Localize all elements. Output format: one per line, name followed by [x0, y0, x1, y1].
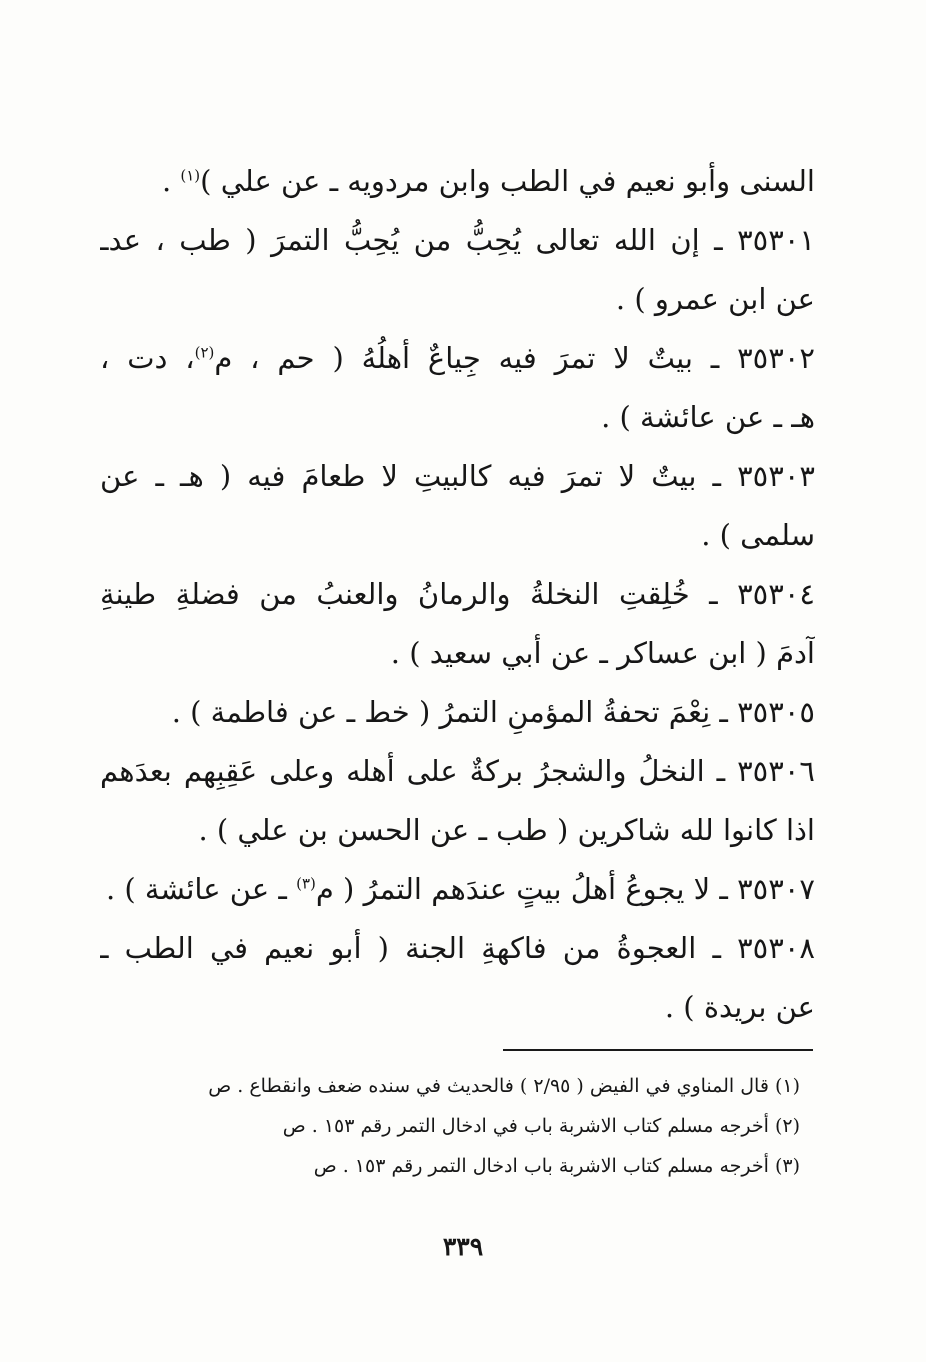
- footnote-ref-2: (٢): [194, 343, 215, 362]
- text-line-1: السنى وأبو نعيم في الطب وابن مردويه ـ عن علي )$^{(١)}$ .: [161, 164, 815, 198]
- hadith-35304: ٣٥٣٠٤ ـ خُلِقتِ النخلةُ والرمانُ والعنبُ من فضلةِ طينةِ: [100, 577, 815, 611]
- hadith-35307: ٣٥٣٠٧ ـ لا يجوعُ أهلُ بيتٍ عندَهم التمرُ ( م$^{(٣)}$ ـ عن عائشة ) .: [105, 872, 815, 906]
- footnote-ref-1: (١): [180, 166, 201, 185]
- hadith-35308: ٣٥٣٠٨ ـ العجوةُ من فاكهةِ الجنة ( أبو نعيم في الطب ـ: [100, 931, 815, 965]
- footnote-1: (١) قال المناوي في الفيض ( ٢/٩٥ ) فالحديث في سنده ضعف وانقطاع . ص: [208, 1075, 800, 1097]
- footnote-separator: [503, 1049, 813, 1051]
- text-line-3: عن ابن عمرو ) .: [615, 282, 815, 316]
- footnote-3: (٣) أخرجه مسلم كتاب الاشربة باب ادخال التمر رقم ١٥٣ . ص: [313, 1155, 800, 1177]
- page-number: ٣٣٩: [442, 1232, 484, 1261]
- hadith-35305: ٣٥٣٠٥ ـ نِعْمَ تحفةُ المؤمنِ التمرُ ( خط ـ عن فاطمة ) .: [171, 695, 815, 729]
- hadith-35306: ٣٥٣٠٦ ـ النخلُ والشجرُ بركةٌ على أهله وعلى عَقِبِهم بعدَهم: [100, 754, 815, 788]
- footnote-2: (٢) أخرجه مسلم كتاب الاشربة باب في ادخال التمر رقم ١٥٣ . ص: [282, 1115, 800, 1137]
- text-line-5: هـ ـ عن عائشة ) .: [601, 400, 815, 434]
- text-line-15: عن بريدة ) .: [664, 990, 815, 1024]
- footnote-ref-3: (٣): [296, 874, 316, 893]
- text-line-7: سلمى ) .: [701, 518, 815, 552]
- hadith-35301: ٣٥٣٠١ ـ إن الله تعالى يُحِبُّ من يُحِبُّ التمرَ ( طب ، عدـ: [100, 223, 815, 257]
- hadith-35303: ٣٥٣٠٣ ـ بيتٌ لا تمرَ فيه كالبيتِ لا طعامَ فيه ( هـ ـ عن: [100, 459, 815, 493]
- text-line-9: آدمَ ( ابن عساكر ـ عن أبي سعيد ) .: [390, 636, 815, 670]
- hadith-35302: ٣٥٣٠٢ ـ بيتٌ لا تمرَ فيه جِياعٌ أهلُهُ ( حم ، م$^{(٢)}$، دت ،: [100, 341, 815, 375]
- text-line-12: اذا كانوا لله شاكرين ( طب ـ عن الحسن بن علي ) .: [198, 813, 815, 847]
